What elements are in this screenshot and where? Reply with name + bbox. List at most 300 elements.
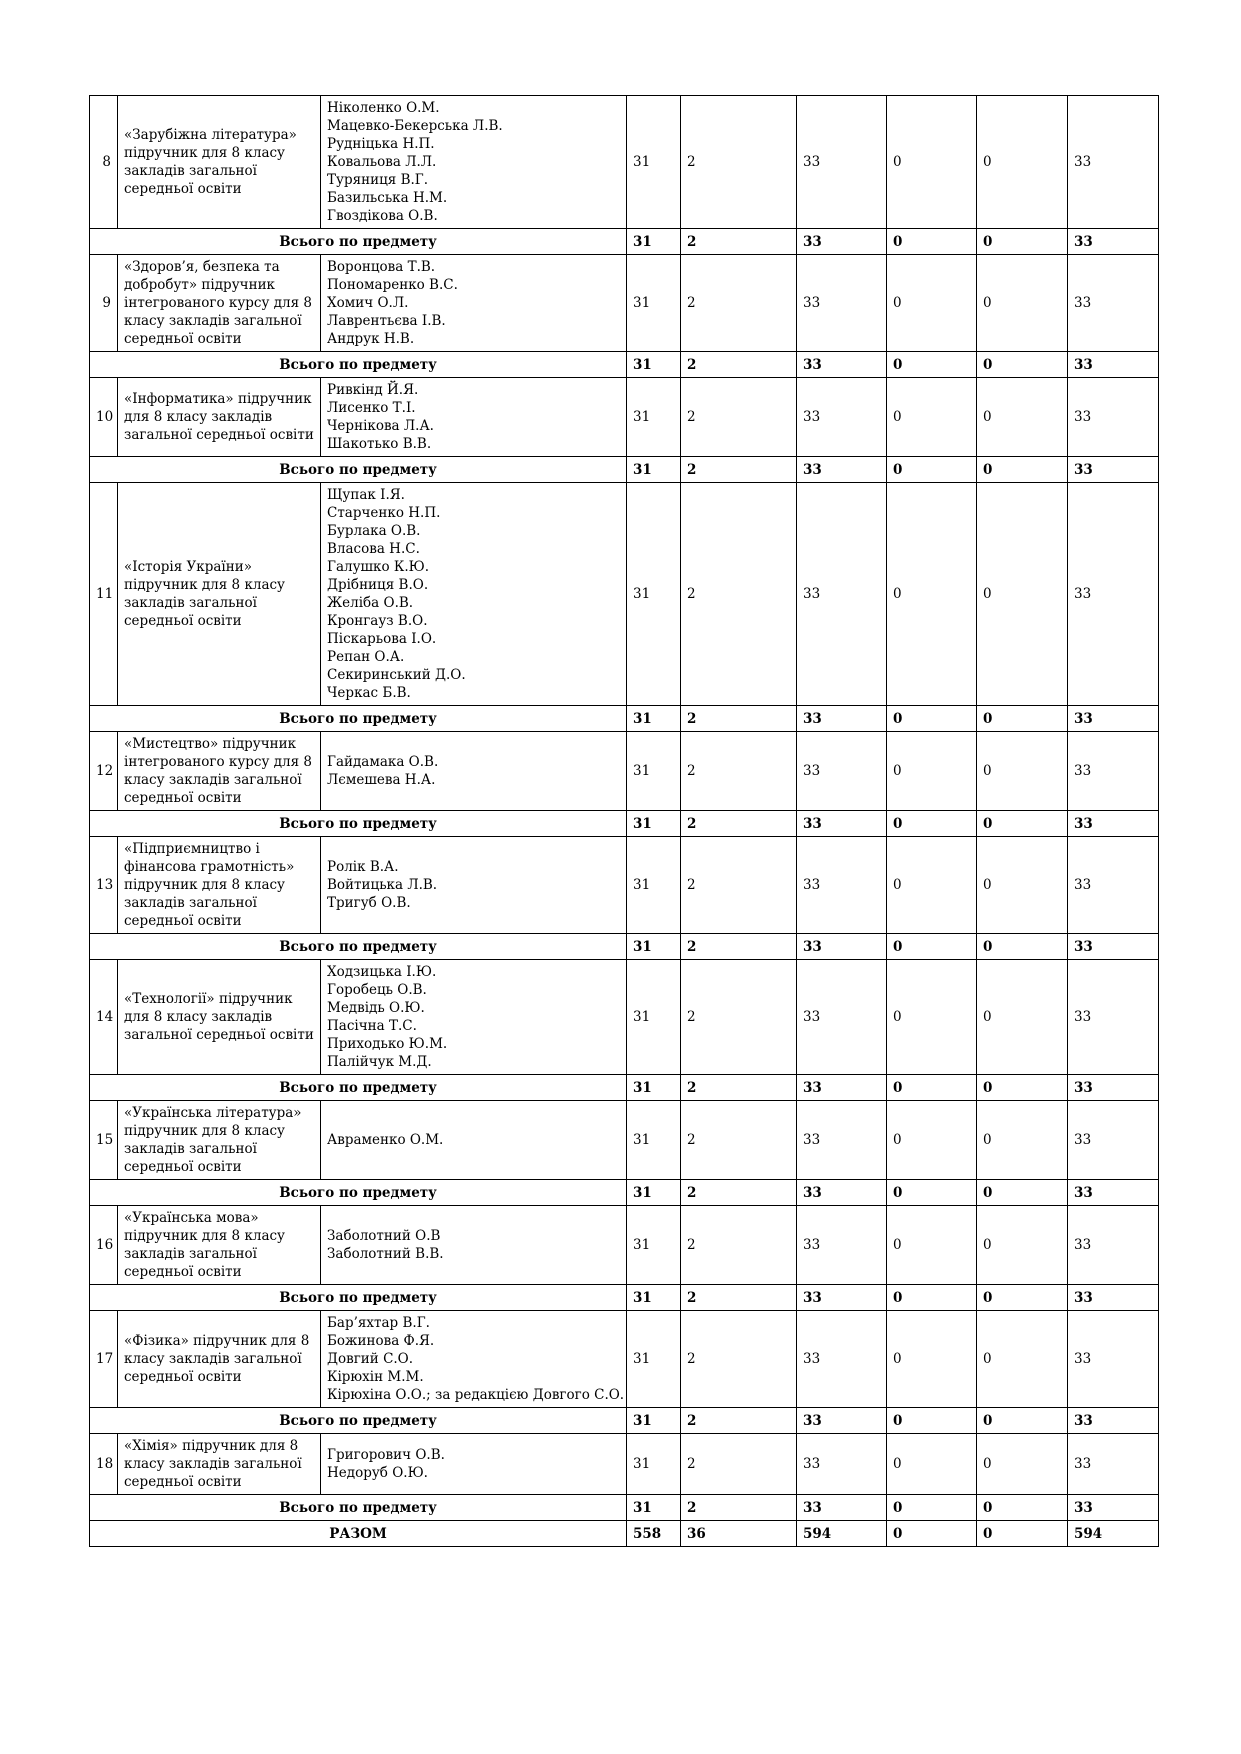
qty-total-cell: 33 xyxy=(797,732,887,811)
book-title-line: середньої освіти xyxy=(124,913,242,929)
author-name: Бар’яхтар В.Г. xyxy=(327,1315,430,1331)
total-qty-sum-cell: 33 xyxy=(1068,1285,1159,1311)
book-title-line: класу закладів загальної xyxy=(124,1456,302,1472)
qty-sum-cell: 33 xyxy=(1068,1434,1159,1495)
total-qty-a-cell: 31 xyxy=(627,1495,681,1521)
subject-total-row xyxy=(90,1408,1159,1434)
qty-sum-cell: 33 xyxy=(1068,483,1159,706)
author-name: Лаврентьєва І.В. xyxy=(327,313,446,329)
book-title-line: підручник для 8 класу xyxy=(124,877,286,893)
qty-c-cell: 0 xyxy=(887,1434,977,1495)
qty-a-cell: 31 xyxy=(627,1101,681,1180)
author-name: Медвідь О.Ю. xyxy=(327,1000,425,1016)
qty-sum-cell: 33 xyxy=(1068,837,1159,934)
qty-d-cell: 0 xyxy=(977,483,1068,706)
book-title-line: для 8 класу закладів xyxy=(124,1009,273,1025)
total-qty-a-cell: 31 xyxy=(627,1180,681,1206)
book-title-cell xyxy=(118,255,321,352)
book-title-cell xyxy=(118,837,321,934)
author-name: Репан О.А. xyxy=(327,649,405,665)
total-qty-b-cell: 2 xyxy=(681,1180,797,1206)
subject-total-label: Всього по предмету xyxy=(90,1075,627,1101)
book-row xyxy=(90,837,1159,934)
row-number: 10 xyxy=(90,378,118,457)
qty-c-cell: 0 xyxy=(887,837,977,934)
grand-total-label: РАЗОМ xyxy=(90,1521,627,1547)
qty-total-cell: 33 xyxy=(797,255,887,352)
qty-total-cell: 33 xyxy=(797,837,887,934)
book-row xyxy=(90,96,1159,229)
authors-cell xyxy=(321,1311,627,1408)
qty-total-cell: 33 xyxy=(797,378,887,457)
author-name: Войтицька Л.В. xyxy=(327,877,438,893)
total-qty-total-cell: 33 xyxy=(797,1075,887,1101)
author-name: Секиринський Д.О. xyxy=(327,667,466,683)
author-name: Мацевко-Бекерська Л.В. xyxy=(327,118,503,134)
book-title-line: підручник для 8 класу xyxy=(124,1228,286,1244)
book-title-cell xyxy=(118,1311,321,1408)
qty-b-cell: 2 xyxy=(681,255,797,352)
qty-b-cell: 2 xyxy=(681,1101,797,1180)
total-qty-c-cell: 0 xyxy=(887,1285,977,1311)
qty-b-cell: 2 xyxy=(681,1434,797,1495)
total-qty-sum-cell: 33 xyxy=(1068,934,1159,960)
qty-a-cell: 31 xyxy=(627,1206,681,1285)
total-qty-c-cell: 0 xyxy=(887,811,977,837)
row-number: 14 xyxy=(90,960,118,1075)
author-name: Желіба О.В. xyxy=(327,595,414,611)
book-title-line: середньої освіти xyxy=(124,613,242,629)
qty-b-cell: 2 xyxy=(681,960,797,1075)
subject-total-row xyxy=(90,1285,1159,1311)
total-qty-b-cell: 2 xyxy=(681,457,797,483)
author-name: Ролік В.А. xyxy=(327,859,399,875)
subject-total-row xyxy=(90,1180,1159,1206)
author-name: Рудніцька Н.П. xyxy=(327,136,435,152)
book-title-cell xyxy=(118,1434,321,1495)
textbook-orders-sheet xyxy=(89,95,1159,1547)
total-qty-b-cell: 2 xyxy=(681,352,797,378)
book-title-line: «Історія України» xyxy=(124,559,252,575)
author-name: Піскарьова І.О. xyxy=(327,631,437,647)
author-name: Тригуб О.В. xyxy=(327,895,411,911)
author-name: Андрук Н.В. xyxy=(327,331,415,347)
qty-c-cell: 0 xyxy=(887,1206,977,1285)
total-qty-d-cell: 0 xyxy=(977,1075,1068,1101)
author-name: Авраменко О.М. xyxy=(327,1132,444,1148)
total-qty-sum-cell: 33 xyxy=(1068,1408,1159,1434)
book-title-line: середньої освіти xyxy=(124,1159,242,1175)
subject-total-row xyxy=(90,934,1159,960)
book-title-line: для 8 класу закладів xyxy=(124,409,273,425)
book-title-line: підручник для 8 класу xyxy=(124,1123,286,1139)
subject-total-label: Всього по предмету xyxy=(90,1408,627,1434)
qty-a-cell: 31 xyxy=(627,1434,681,1495)
total-qty-d-cell: 0 xyxy=(977,352,1068,378)
book-row xyxy=(90,378,1159,457)
subject-total-label: Всього по предмету xyxy=(90,811,627,837)
total-qty-d-cell: 0 xyxy=(977,1285,1068,1311)
total-qty-total-cell: 33 xyxy=(797,1285,887,1311)
total-qty-c-cell: 0 xyxy=(887,1495,977,1521)
author-name: Туряниця В.Г. xyxy=(327,172,429,188)
total-qty-sum-cell: 33 xyxy=(1068,457,1159,483)
author-name: Щупак І.Я. xyxy=(327,487,405,503)
total-qty-sum-cell: 33 xyxy=(1068,811,1159,837)
subject-total-row xyxy=(90,706,1159,732)
qty-sum-cell: 33 xyxy=(1068,1101,1159,1180)
qty-d-cell: 0 xyxy=(977,1434,1068,1495)
subject-total-row xyxy=(90,1495,1159,1521)
authors-cell xyxy=(321,1206,627,1285)
author-name: Заболотний О.В xyxy=(327,1228,441,1244)
book-title-line: добробут» підручник xyxy=(124,277,275,293)
total-qty-sum-cell: 33 xyxy=(1068,1075,1159,1101)
qty-a-cell: 31 xyxy=(627,1311,681,1408)
author-name: Хомич О.Л. xyxy=(327,295,409,311)
author-name: Лємешева Н.А. xyxy=(327,772,436,788)
qty-total-cell: 33 xyxy=(797,960,887,1075)
book-title-line: закладів загальної xyxy=(124,163,257,179)
total-qty-sum-cell: 33 xyxy=(1068,706,1159,732)
total-qty-total-cell: 33 xyxy=(797,706,887,732)
total-qty-c-cell: 0 xyxy=(887,457,977,483)
author-name: Власова Н.С. xyxy=(327,541,420,557)
authors-cell xyxy=(321,837,627,934)
author-name: Галушко К.Ю. xyxy=(327,559,430,575)
subject-total-label: Всього по предмету xyxy=(90,1495,627,1521)
book-title-line: підручник для 8 класу xyxy=(124,577,286,593)
author-name: Дрібниця В.О. xyxy=(327,577,429,593)
total-qty-sum-cell: 33 xyxy=(1068,352,1159,378)
total-qty-d-cell: 0 xyxy=(977,1408,1068,1434)
subject-total-label: Всього по предмету xyxy=(90,1285,627,1311)
total-qty-total-cell: 33 xyxy=(797,1408,887,1434)
row-number: 9 xyxy=(90,255,118,352)
total-qty-total-cell: 33 xyxy=(797,229,887,255)
qty-total-cell: 33 xyxy=(797,1101,887,1180)
qty-total-cell: 33 xyxy=(797,96,887,229)
book-title-line: інтегрованого курсу для 8 xyxy=(124,754,312,770)
total-qty-c-cell: 0 xyxy=(887,1075,977,1101)
author-name: Ковальова Л.Л. xyxy=(327,154,437,170)
subject-total-row xyxy=(90,811,1159,837)
book-title-cell xyxy=(118,732,321,811)
author-name: Пасічна Т.С. xyxy=(327,1018,417,1034)
qty-d-cell: 0 xyxy=(977,1206,1068,1285)
book-title-line: «Підприємництво і xyxy=(124,841,260,857)
orders-table-body xyxy=(90,96,1159,1547)
qty-a-cell: 31 xyxy=(627,378,681,457)
total-qty-b-cell: 2 xyxy=(681,1075,797,1101)
total-qty-c-cell: 0 xyxy=(887,352,977,378)
book-row xyxy=(90,1101,1159,1180)
book-title-line: закладів загальної xyxy=(124,1141,257,1157)
author-name: Бурлака О.В. xyxy=(327,523,421,539)
qty-a-cell: 31 xyxy=(627,732,681,811)
qty-total-cell: 33 xyxy=(797,1311,887,1408)
author-name: Черкас Б.В. xyxy=(327,685,411,701)
total-qty-sum-cell: 33 xyxy=(1068,229,1159,255)
book-row xyxy=(90,960,1159,1075)
book-title-cell xyxy=(118,483,321,706)
subject-total-label: Всього по предмету xyxy=(90,934,627,960)
authors-cell xyxy=(321,1101,627,1180)
total-qty-sum-cell: 33 xyxy=(1068,1180,1159,1206)
qty-sum-cell: 33 xyxy=(1068,378,1159,457)
qty-c-cell: 0 xyxy=(887,96,977,229)
row-number: 17 xyxy=(90,1311,118,1408)
qty-c-cell: 0 xyxy=(887,255,977,352)
book-title-line: середньої освіти xyxy=(124,1369,242,1385)
book-row xyxy=(90,1434,1159,1495)
total-qty-d-cell: 0 xyxy=(977,229,1068,255)
total-qty-c-cell: 0 xyxy=(887,706,977,732)
qty-total-cell: 33 xyxy=(797,1434,887,1495)
subject-total-label: Всього по предмету xyxy=(90,1180,627,1206)
qty-a-cell: 31 xyxy=(627,255,681,352)
book-row xyxy=(90,1311,1159,1408)
total-qty-b-cell: 2 xyxy=(681,811,797,837)
qty-sum-cell: 33 xyxy=(1068,255,1159,352)
book-title-cell xyxy=(118,1101,321,1180)
author-name: Воронцова Т.В. xyxy=(327,259,436,275)
qty-c-cell: 0 xyxy=(887,960,977,1075)
total-qty-d-cell: 0 xyxy=(977,1180,1068,1206)
total-qty-a-cell: 31 xyxy=(627,934,681,960)
book-title-line: фінансова грамотність» xyxy=(124,859,295,875)
total-qty-d-cell: 0 xyxy=(977,811,1068,837)
qty-total-cell: 33 xyxy=(797,1206,887,1285)
qty-b-cell: 2 xyxy=(681,732,797,811)
author-name: Григорович О.В. xyxy=(327,1447,445,1463)
total-qty-b-cell: 2 xyxy=(681,1495,797,1521)
total-qty-a-cell: 31 xyxy=(627,457,681,483)
book-title-line: класу закладів загальної xyxy=(124,1351,302,1367)
book-title-cell xyxy=(118,1206,321,1285)
total-qty-a-cell: 31 xyxy=(627,229,681,255)
qty-b-cell: 2 xyxy=(681,837,797,934)
qty-d-cell: 0 xyxy=(977,96,1068,229)
grand-total-row xyxy=(90,1521,1159,1547)
qty-d-cell: 0 xyxy=(977,378,1068,457)
qty-c-cell: 0 xyxy=(887,483,977,706)
grand-qty-total-cell: 594 xyxy=(797,1521,887,1547)
book-title-line: «Українська література» xyxy=(124,1105,302,1121)
total-qty-a-cell: 31 xyxy=(627,811,681,837)
author-name: Шакотько В.В. xyxy=(327,436,432,452)
subject-total-row xyxy=(90,352,1159,378)
book-title-line: закладів загальної xyxy=(124,595,257,611)
qty-d-cell: 0 xyxy=(977,837,1068,934)
author-name: Кронгауз В.О. xyxy=(327,613,428,629)
book-title-cell xyxy=(118,96,321,229)
book-title-line: інтегрованого курсу для 8 xyxy=(124,295,312,311)
qty-a-cell: 31 xyxy=(627,96,681,229)
qty-total-cell: 33 xyxy=(797,483,887,706)
book-title-line: закладів загальної xyxy=(124,1246,257,1262)
book-title-line: середньої освіти xyxy=(124,1474,242,1490)
grand-qty-a-cell: 558 xyxy=(627,1521,681,1547)
qty-d-cell: 0 xyxy=(977,255,1068,352)
qty-b-cell: 2 xyxy=(681,483,797,706)
qty-c-cell: 0 xyxy=(887,732,977,811)
authors-cell xyxy=(321,732,627,811)
total-qty-c-cell: 0 xyxy=(887,1180,977,1206)
author-name: Недоруб О.Ю. xyxy=(327,1465,428,1481)
book-title-line: «Зарубіжна література» xyxy=(124,127,297,143)
qty-d-cell: 0 xyxy=(977,732,1068,811)
qty-d-cell: 0 xyxy=(977,960,1068,1075)
total-qty-total-cell: 33 xyxy=(797,457,887,483)
qty-d-cell: 0 xyxy=(977,1311,1068,1408)
author-name: Гайдамака О.В. xyxy=(327,754,439,770)
orders-table xyxy=(89,95,1159,1547)
qty-sum-cell: 33 xyxy=(1068,1311,1159,1408)
author-name: Заболотний В.В. xyxy=(327,1246,444,1262)
book-title-line: середньої освіти xyxy=(124,331,242,347)
grand-qty-c-cell: 0 xyxy=(887,1521,977,1547)
book-title-line: «Технології» підручник xyxy=(124,991,293,1007)
total-qty-b-cell: 2 xyxy=(681,1285,797,1311)
subject-total-row xyxy=(90,1075,1159,1101)
subject-total-label: Всього по предмету xyxy=(90,229,627,255)
total-qty-a-cell: 31 xyxy=(627,1408,681,1434)
row-number: 12 xyxy=(90,732,118,811)
author-name: Чернікова Л.А. xyxy=(327,418,434,434)
author-name: Пономаренко В.С. xyxy=(327,277,458,293)
authors-cell xyxy=(321,1434,627,1495)
subject-total-label: Всього по предмету xyxy=(90,457,627,483)
book-title-line: «Здоров’я, безпека та xyxy=(124,259,280,275)
total-qty-d-cell: 0 xyxy=(977,1495,1068,1521)
qty-a-cell: 31 xyxy=(627,483,681,706)
author-name: Старченко Н.П. xyxy=(327,505,441,521)
qty-a-cell: 31 xyxy=(627,960,681,1075)
qty-c-cell: 0 xyxy=(887,1101,977,1180)
total-qty-b-cell: 2 xyxy=(681,229,797,255)
total-qty-total-cell: 33 xyxy=(797,811,887,837)
row-number: 11 xyxy=(90,483,118,706)
grand-qty-b-cell: 36 xyxy=(681,1521,797,1547)
author-name: Кірюхіна О.О.; за редакцією Довгого С.О. xyxy=(327,1387,625,1403)
author-name: Довгий С.О. xyxy=(327,1351,414,1367)
qty-b-cell: 2 xyxy=(681,378,797,457)
book-row xyxy=(90,483,1159,706)
book-title-line: «Мистецтво» підручник xyxy=(124,736,297,752)
book-row xyxy=(90,732,1159,811)
total-qty-a-cell: 31 xyxy=(627,1285,681,1311)
subject-total-label: Всього по предмету xyxy=(90,352,627,378)
total-qty-b-cell: 2 xyxy=(681,706,797,732)
book-title-line: закладів загальної xyxy=(124,895,257,911)
subject-total-row xyxy=(90,457,1159,483)
subject-total-label: Всього по предмету xyxy=(90,706,627,732)
qty-d-cell: 0 xyxy=(977,1101,1068,1180)
book-title-line: середньої освіти xyxy=(124,181,242,197)
grand-qty-sum-cell: 594 xyxy=(1068,1521,1159,1547)
row-number: 18 xyxy=(90,1434,118,1495)
total-qty-total-cell: 33 xyxy=(797,934,887,960)
book-row xyxy=(90,255,1159,352)
total-qty-c-cell: 0 xyxy=(887,229,977,255)
author-name: Ривкінд Й.Я. xyxy=(327,382,419,398)
qty-b-cell: 2 xyxy=(681,1206,797,1285)
total-qty-d-cell: 0 xyxy=(977,706,1068,732)
qty-sum-cell: 33 xyxy=(1068,96,1159,229)
author-name: Лисенко Т.І. xyxy=(327,400,416,416)
total-qty-total-cell: 33 xyxy=(797,1180,887,1206)
authors-cell xyxy=(321,96,627,229)
author-name: Гвоздікова О.В. xyxy=(327,208,438,224)
row-number: 15 xyxy=(90,1101,118,1180)
book-title-line: «Фізика» підручник для 8 xyxy=(124,1333,310,1349)
total-qty-c-cell: 0 xyxy=(887,934,977,960)
total-qty-a-cell: 31 xyxy=(627,1075,681,1101)
book-title-line: середньої освіти xyxy=(124,1264,242,1280)
qty-b-cell: 2 xyxy=(681,1311,797,1408)
book-title-line: загальної середньої освіти xyxy=(124,1027,314,1043)
total-qty-d-cell: 0 xyxy=(977,934,1068,960)
author-name: Божинова Ф.Я. xyxy=(327,1333,435,1349)
authors-cell xyxy=(321,378,627,457)
author-name: Горобець О.В. xyxy=(327,982,427,998)
book-title-line: «Хімія» підручник для 8 xyxy=(124,1438,299,1454)
qty-sum-cell: 33 xyxy=(1068,960,1159,1075)
total-qty-a-cell: 31 xyxy=(627,706,681,732)
book-title-line: класу закладів загальної xyxy=(124,772,302,788)
book-row xyxy=(90,1206,1159,1285)
row-number: 13 xyxy=(90,837,118,934)
qty-c-cell: 0 xyxy=(887,1311,977,1408)
total-qty-d-cell: 0 xyxy=(977,457,1068,483)
qty-a-cell: 31 xyxy=(627,837,681,934)
qty-sum-cell: 33 xyxy=(1068,732,1159,811)
book-title-cell xyxy=(118,960,321,1075)
qty-sum-cell: 33 xyxy=(1068,1206,1159,1285)
book-title-line: класу закладів загальної xyxy=(124,313,302,329)
author-name: Палійчук М.Д. xyxy=(327,1054,432,1070)
author-name: Ніколенко О.М. xyxy=(327,100,440,116)
row-number: 16 xyxy=(90,1206,118,1285)
author-name: Кірюхін М.М. xyxy=(327,1369,424,1385)
qty-b-cell: 2 xyxy=(681,96,797,229)
total-qty-c-cell: 0 xyxy=(887,1408,977,1434)
total-qty-b-cell: 2 xyxy=(681,934,797,960)
authors-cell xyxy=(321,960,627,1075)
total-qty-b-cell: 2 xyxy=(681,1408,797,1434)
author-name: Ходзицька І.Ю. xyxy=(327,964,437,980)
total-qty-total-cell: 33 xyxy=(797,1495,887,1521)
authors-cell xyxy=(321,483,627,706)
authors-cell xyxy=(321,255,627,352)
total-qty-sum-cell: 33 xyxy=(1068,1495,1159,1521)
book-title-line: середньої освіти xyxy=(124,790,242,806)
book-title-line: «Українська мова» xyxy=(124,1210,259,1226)
book-title-line: загальної середньої освіти xyxy=(124,427,314,443)
qty-c-cell: 0 xyxy=(887,378,977,457)
book-title-cell xyxy=(118,378,321,457)
subject-total-row xyxy=(90,229,1159,255)
grand-qty-d-cell: 0 xyxy=(977,1521,1068,1547)
author-name: Базильська Н.М. xyxy=(327,190,448,206)
author-name: Приходько Ю.М. xyxy=(327,1036,448,1052)
row-number: 8 xyxy=(90,96,118,229)
total-qty-total-cell: 33 xyxy=(797,352,887,378)
book-title-line: «Інформатика» підручник xyxy=(124,391,312,407)
book-title-line: підручник для 8 класу xyxy=(124,145,286,161)
total-qty-a-cell: 31 xyxy=(627,352,681,378)
